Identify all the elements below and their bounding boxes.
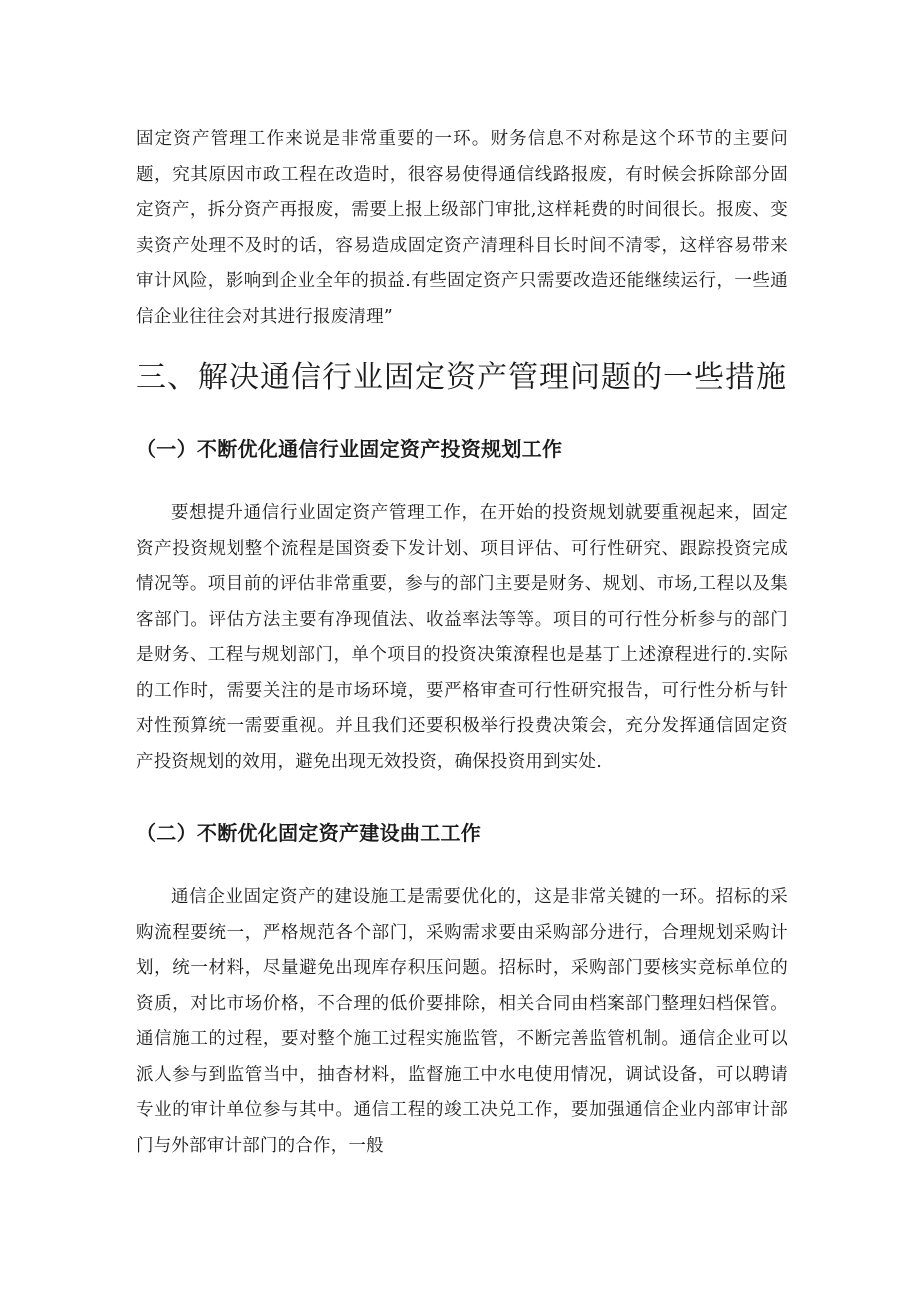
subsection-paragraph-2: 通信企业固定资产的建设施工是需要优化的，这是非常关键的一环。招标的采购流程要统一，严格规范各个部门，采购需求要由采购部分进行，合理规划采购计划，统一材料，尽量避免出现库存积压问题。招标时，采购部门要核实竞标单位的资质，对比市场价格，不合理的低价要排除，相关合同由档案部门整理妇档保管。通信施工的过程，要对整个施工过程实施监管，不断完善监管机制。通信企业可以派人参与到监管当中，抽杳材料，监督施工中水电使用情况，调试设备，可以聘请专业的审计单位参与其中。通信工程的竣工决兑工作，要加强通信企业内部审计部门与外部审计部门的合作，一般	[136, 887, 788, 1156]
section-title: 三、解决通信行业固定资产管理问题的一些措施	[136, 360, 787, 395]
subsection-paragraph-1: 要想提升通信行业固定资产管理工作，在开始的投资规划就要重视起来，固定资产投资规划整个流程是国资委下发计划、项目评估、可行性研究、跟踪投资完成情况等。项目前的评估非常重要，参与的部门主要是财务、规划、市场,工程以及集客部门。评估方法主要有净现值法、收益率法等等。项目的可行性分析参与的部门是财务、工程与规划部门，单个项目的投资决策潦程也是基丁上述潦程进行的.实际的工作时，需要关注的是市场环境，要严格审查可行性研究报告，可行性分析与针对性预算统一需要重视。并且我们还要积极举行投费决策会，充分发挥通信固定资产投资规划的效用，避免出现无效投资，确保投资用到实处.	[136, 503, 788, 772]
subsection-title-2: （二）不断优化固定资产建设曲工工作	[136, 821, 482, 845]
subsection-title-1: （一）不断优化通信行业固定资产投资规划工作	[136, 437, 563, 461]
intro-paragraph: 固定资产管理工作来说是非常重要的一环。财务信息不对称是这个环节的主要问题，究其原因市政工程在改造时，很容易使得通信线路报废，有时候会拆除部分固定资产，拆分资产再报废，需要上报上级部门审批,这样耗费的时间很长。报废、变卖资产处理不及时的话，容易造成固定资产清理科目长时间不清零，这样容易带来审计风险，影响到企业全年的损益.有些固定资产只需要改造还能继续运行，一些通信企业往往会对其进行报废清理”	[136, 129, 788, 327]
